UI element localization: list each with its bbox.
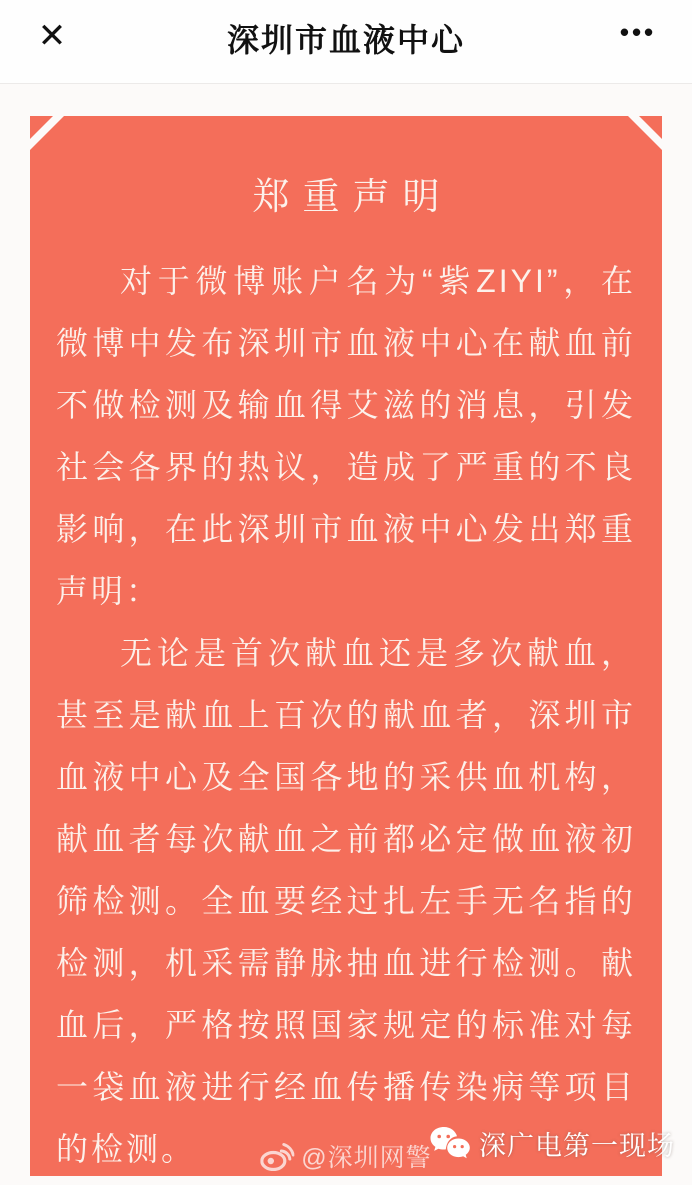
wechat-watermark-label: 深广电第一现场 (479, 1131, 675, 1161)
wechat-watermark (429, 1124, 675, 1163)
statement-title: 郑重声明 (252, 176, 453, 217)
weibo-icon (260, 1141, 294, 1171)
statement-content (30, 116, 662, 1176)
weibo-watermark (260, 1138, 431, 1174)
more-menu-icon[interactable]: ••• (619, 17, 657, 47)
page-title: 深圳市血液中心 (226, 22, 466, 58)
statement-paragraph-1: 对于微博账户名为“紫ZIYI”，在微博中发布深圳市血液中心在献血前不做检测及输血得艾滋的消息，引发社会各界的热议，造成了严重的不良影响，在此深圳市血液中心发出郑重声明： (56, 263, 636, 609)
statement-card (30, 116, 675, 1176)
weibo-watermark-label: @深圳网警 (301, 1144, 432, 1172)
statement-paragraph-2: 无论是首次献血还是多次献血，甚至是献血上百次的献血者，深圳市血液中心及全国各地的采供血机构，献血者每次献血之前都必定做血液初筛检测。全血要经过扎左手无名指的检测，机采需静脉抽血进行检测。献血后，严格按照国家规定的标准对每一袋血液进行经血传播传染病等项目的检测。 (56, 635, 636, 1167)
close-icon[interactable]: ✕ (37, 17, 67, 55)
navbar (0, 0, 692, 84)
wechat-icon (429, 1126, 471, 1162)
